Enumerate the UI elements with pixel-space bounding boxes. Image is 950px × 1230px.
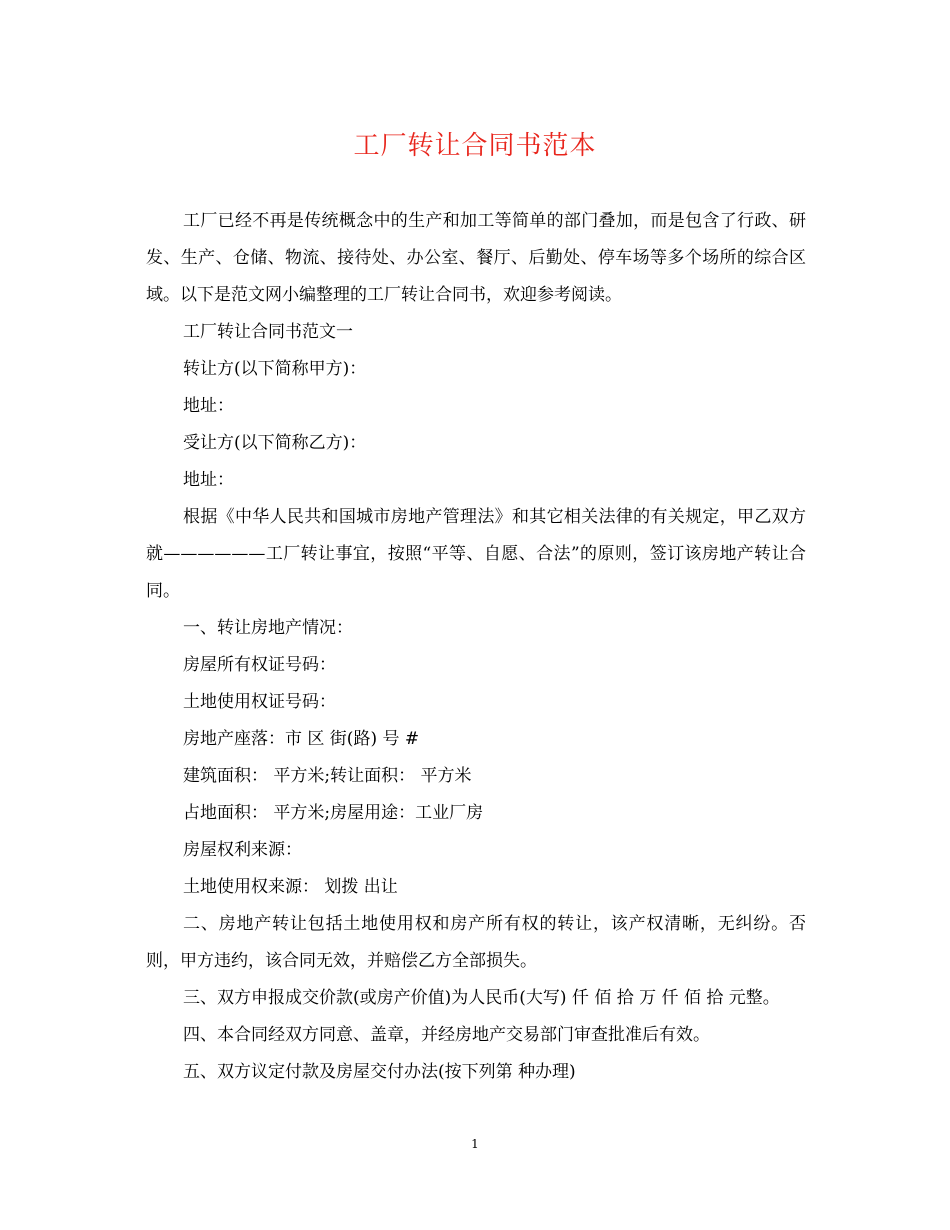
page-number: 1 [471, 1137, 479, 1151]
building-area-line: 建筑面积： 平方米;转让面积： 平方米 [183, 766, 472, 786]
section-heading: 工厂转让合同书范文一 [183, 322, 353, 342]
clause-1-heading: 一、转让房地产情况： [183, 618, 353, 638]
property-location-line: 房地产座落：市 区 街(路) 号 # [183, 729, 420, 749]
legal-basis-paragraph: 根据《中华人民共和国城市房地产管理法》和其它相关法律的有关规定，甲乙双方就——————工厂转让事宜，按照“平等、自愿、合法”的原则，签订该房地产转让合同。 [146, 507, 806, 601]
transferor-line: 转让方(以下简称甲方)： [183, 359, 367, 379]
document-body [146, 203, 806, 1091]
transferor-address-line: 地址： [183, 396, 234, 416]
clause-5-paragraph: 五、双方议定付款及房屋交付办法(按下列第 种办理) [183, 1062, 576, 1082]
clause-3-paragraph: 三、双方申报成交价款(或房产价值)为人民币(大写) 仟 佰 拾 万 仟 佰 拾 元整。 [183, 988, 780, 1008]
clause-4-paragraph: 四、本合同经双方同意、盖章，并经房地产交易部门审查批准后有效。 [183, 1025, 710, 1045]
document-title: 工厂转让合同书范本 [353, 131, 597, 161]
land-certificate-line: 土地使用权证号码： [183, 692, 336, 712]
intro-paragraph: 工厂已经不再是传统概念中的生产和加工等简单的部门叠加，而是包含了行政、研发、生产、仓储、物流、接待处、办公室、餐厅、后勤处、停车场等多个场所的综合区域。以下是范文网小编整理的工厂转让合同书，欢迎参考阅读。 [146, 211, 806, 305]
house-certificate-line: 房屋所有权证号码： [183, 655, 336, 675]
clause-2-paragraph: 二、房地产转让包括土地使用权和房产所有权的转让，该产权清晰，无纠纷。否则，甲方违约，该合同无效，并赔偿乙方全部损失。 [146, 914, 806, 971]
land-right-source-line: 土地使用权来源： 划拨 出让 [183, 877, 398, 897]
transferee-address-line: 地址： [183, 470, 234, 490]
land-area-line: 占地面积： 平方米;房屋用途：工业厂房 [183, 803, 484, 823]
transferee-line: 受让方(以下简称乙方)： [183, 433, 367, 453]
ownership-source-line: 房屋权利来源： [183, 840, 302, 860]
